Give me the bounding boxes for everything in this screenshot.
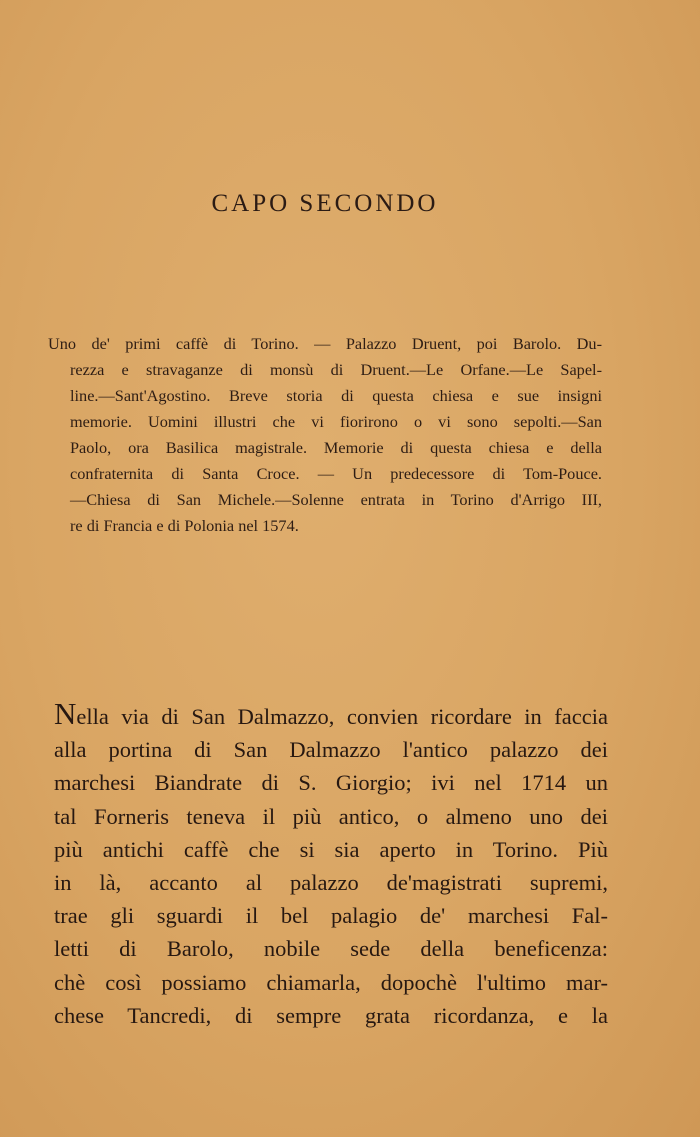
body-line: in là, accanto al palazzo de'magistrati supremi, <box>54 870 608 896</box>
drop-cap: N <box>54 696 77 731</box>
chapter-summary <box>48 331 602 539</box>
body-line: letti di Barolo, nobile sede della beneficenza: <box>54 936 608 962</box>
body-line: più antichi caffè che si sia aperto in Torino. Più <box>54 836 608 862</box>
summary-line: rezza e stravaganze di monsù di Druent.—Le Orfane.—Le Sapel- <box>70 360 602 379</box>
body-line: chese Tancredi, di sempre grata ricordanza, e la <box>54 1002 608 1028</box>
summary-line: line.—Sant'Agostino. Breve storia di questa chiesa e sue insigni <box>70 386 602 405</box>
summary-line: memorie. Uomini illustri che vi fiorirono o vi sono sepolti.—San <box>70 412 602 431</box>
summary-line: confraternita di Santa Croce. — Un predecessore di Tom-Pouce. <box>70 464 602 483</box>
chapter-title: CAPO SECONDO <box>211 190 439 217</box>
body-paragraph <box>54 696 608 1032</box>
summary-line: Uno de' primi caffè di Torino. — Palazzo Druent, poi Barolo. Du- <box>48 334 602 353</box>
body-line <box>54 696 608 733</box>
body-line: tal Forneris teneva il più antico, o almeno uno dei <box>54 803 608 829</box>
body-line: trae gli sguardi il bel palagio de' marchesi Fal- <box>54 903 608 929</box>
summary-line: —Chiesa di San Michele.—Solenne entrata in Torino d'Arrigo III, <box>70 490 602 509</box>
body-line: marchesi Biandrate di S. Giorgio; ivi nel 1714 un <box>54 770 608 796</box>
body-line-text: ella via di San Dalmazzo, convien ricordare in faccia <box>76 704 608 729</box>
body-line: alla portina di San Dalmazzo l'antico palazzo dei <box>54 737 608 763</box>
summary-line: Paolo, ora Basilica magistrale. Memorie di questa chiesa e della <box>70 438 602 457</box>
summary-line: re di Francia e di Polonia nel 1574. <box>70 516 299 535</box>
body-line: chè così possiamo chiamarla, dopochè l'ultimo mar- <box>54 969 608 995</box>
